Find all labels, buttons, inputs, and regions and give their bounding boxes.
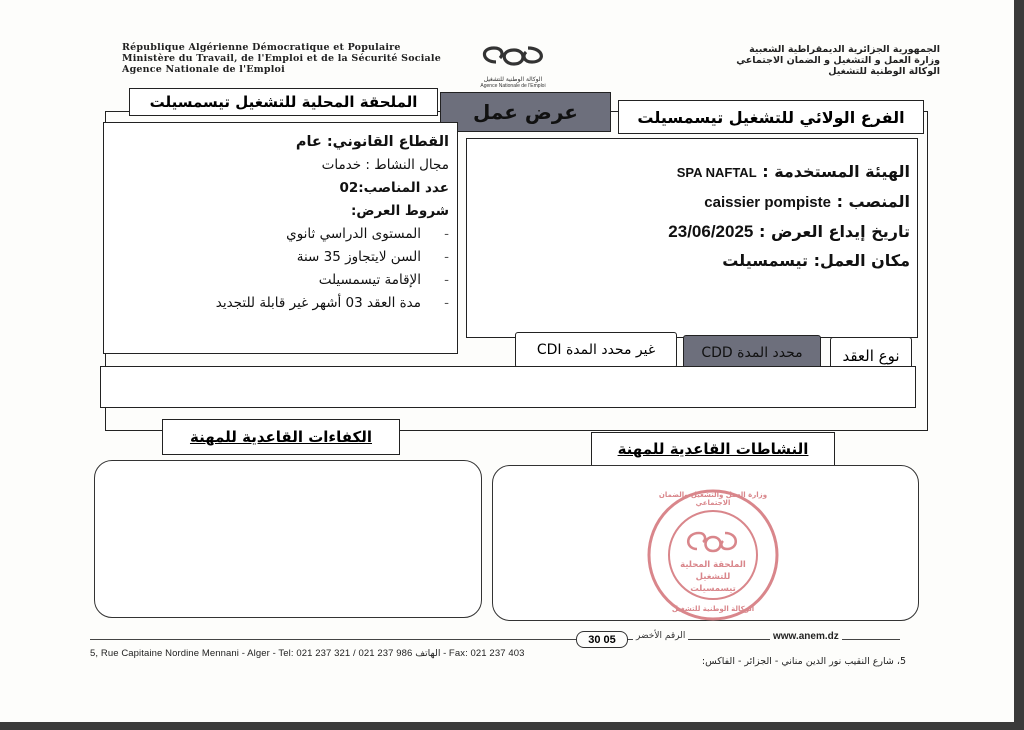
header-arabic — [610, 44, 940, 77]
green-number: 30 05 — [588, 633, 616, 646]
agency-stamp — [645, 487, 781, 623]
header-fr-line-3: Agence Nationale de l'Emploi — [122, 64, 285, 75]
header-fr-line-2: Ministère du Travail, de l'Emploi et de la Sécurité Sociale — [122, 53, 441, 64]
empty-row-box — [100, 366, 916, 408]
local-agency-box — [129, 88, 438, 116]
header-ar-line-1: الجمهورية الجزائرية الديمقراطية الشعبية — [749, 44, 940, 55]
activity-text: مجال النشاط : خدمات — [321, 157, 449, 173]
sector-text: القطاع القانوني: عام — [295, 134, 449, 150]
wilaya-branch-box — [618, 100, 924, 134]
green-number-badge — [576, 631, 628, 648]
footer-address-fr — [90, 648, 524, 659]
date-value: 23/06/2025 — [668, 222, 754, 241]
header-french — [122, 42, 441, 75]
date-row — [500, 217, 910, 246]
date-label: تاريخ إيداع العرض : — [758, 222, 910, 241]
stamp-line-1: الملحقة المحلية للتشغيل — [680, 560, 746, 582]
logo-subtext: Agence Nationale de l'Emploi — [480, 83, 546, 89]
requirement-item: - المستوى الدراسي ثانوي — [286, 226, 449, 242]
website-link[interactable]: www.anem.dz — [770, 631, 842, 642]
position-value: caissier pompiste — [704, 194, 831, 211]
stamp-line-2: تيسمسيلت — [690, 584, 736, 594]
stamp-ring-icon — [645, 487, 781, 623]
activities-header: النشاطات القاعدية للمهنة — [617, 440, 809, 458]
offer-info — [500, 157, 910, 275]
local-agency-label: الملحقة المحلية للتشغيل تيسمسيلت — [149, 93, 418, 111]
header-ar-line-3: الوكالة الوطنية للتشغيل — [828, 66, 940, 77]
activities-header-box — [591, 432, 835, 466]
contract-cdi: غير محدد المدة CDI — [536, 342, 656, 358]
wilaya-branch-label: الفرع الولائي للتشغيل تيسمسيلت — [637, 107, 905, 127]
logo-text: الوكالة الوطنية للتشغيل — [483, 76, 543, 83]
footer-address: 5, Rue Capitaine Nordine Mennani - Alger - Tel: 021 237 321 / 021 237 986 — [90, 648, 413, 659]
requirement-item: - الإقامة تيسمسيلت — [318, 272, 449, 288]
header-fr-line-1: République Algérienne Démocratique et Populaire — [122, 42, 401, 53]
requirements-list — [104, 223, 449, 315]
competencies-header: الكفاءات القاعدية للمهنة — [189, 428, 373, 446]
requirements-title: شروط العرض: — [350, 203, 449, 219]
employer-value: SPA NAFTAL — [676, 165, 757, 180]
position-label: المنصب : — [836, 192, 910, 211]
position-row — [500, 187, 910, 217]
location-label: مكان العمل: — [813, 251, 910, 270]
header-ar-line-2: وزارة العمل و التشغيل و الضمان الاجتماعي — [736, 55, 940, 66]
anem-logo-icon — [468, 40, 558, 72]
employer-row — [500, 157, 910, 187]
green-number-label: الرقم الأخضر — [633, 631, 688, 641]
anem-logo — [468, 40, 558, 89]
conditions-box — [103, 122, 458, 354]
contract-cdi-box — [515, 332, 677, 368]
offer-title: عرض عمل — [473, 100, 578, 124]
location-row — [500, 246, 910, 275]
offer-title-box — [440, 92, 611, 132]
competencies-header-box — [162, 419, 400, 455]
stamp-bottom-text: الوكالة الوطنية للتشغيل — [671, 605, 755, 613]
stamp-center-text — [671, 559, 755, 595]
location-value: تيسمسيلت — [722, 251, 809, 270]
competencies-content-box — [94, 460, 482, 618]
requirement-item: - مدة العقد 03 أشهر غير قابلة للتجديد — [215, 295, 449, 311]
footer-fax: - Fax: 021 237 403 — [443, 648, 525, 659]
contract-cdd: محدد المدة CDD — [701, 345, 803, 361]
footer-address-ar: 5، شارع النقيب نور الدين مناني - الجزائر - الفاكس: — [701, 656, 906, 667]
stamp-ring-text: وزارة العمل والتشغيل والضمان الاجتماعي — [658, 491, 768, 507]
footer-phone-ar: الهاتف — [415, 648, 441, 659]
requirement-item: - السن لايتجاوز 35 سنة — [296, 249, 449, 265]
contract-type-label: نوع العقد — [842, 347, 900, 365]
employer-label: الهيئة المستخدمة : — [762, 162, 910, 181]
positions-text: عدد المناصب:02 — [339, 180, 449, 196]
